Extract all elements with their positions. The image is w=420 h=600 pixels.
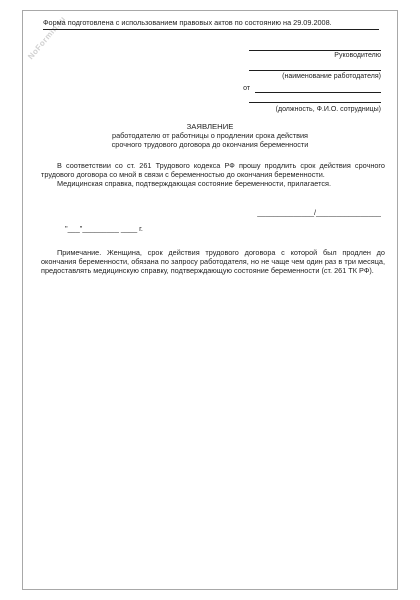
employer-name-line <box>239 62 381 71</box>
application-body <box>41 161 385 188</box>
recipient-line-1 <box>239 42 381 51</box>
date-line: "___"_________ ____ г. <box>65 224 143 233</box>
note-text: Примечание. Женщина, срок действия трудового договора с которой был продлен до окончания беременности, обязана по запросу работодателя, но не чаще чем один раз в три месяца, предоставлять медицинскую справку, подтверждающую состояние беременности (ст. 261 ТК РФ). <box>41 248 385 275</box>
employer-blank-line-2 <box>249 62 381 71</box>
recipient-position-label: Руководителю <box>334 52 381 59</box>
recipient-position <box>239 51 381 60</box>
document-title: ЗАЯВЛЕНИЕ <box>186 122 234 131</box>
from-line <box>239 84 381 93</box>
body-paragraph-2: Медицинская справка, подтверждающая состояние беременности, прилагается. <box>57 179 331 188</box>
employee-hint-label: (должность, Ф.И.О. сотрудницы) <box>275 106 381 113</box>
legal-note <box>41 248 385 275</box>
employer-hint <box>239 72 381 81</box>
watermark-logo: NoFormin.ru <box>26 14 68 62</box>
employer-blank-line-1 <box>249 42 381 51</box>
signature-line: ______________/________________ <box>257 208 381 217</box>
subtitle-line-2: срочного трудового договора до окончания беременности <box>111 140 309 149</box>
employer-hint-label: (наименование работодателя) <box>282 73 381 80</box>
employee-hint <box>239 105 381 114</box>
employee-blank-line-1 <box>255 84 381 93</box>
employee-name-line <box>239 94 381 103</box>
employee-blank-line-2 <box>249 94 381 103</box>
document-page <box>22 10 398 590</box>
form-preparation-note: Форма подготовлена с использованием правовых актов по состоянию на 29.09.2008. <box>43 18 379 30</box>
body-paragraph-1: В соответствии со ст. 261 Трудового кодекса РФ прошу продлить срок действия срочного трудового договора со мной в связи с беременностью до окончания беременности. <box>41 161 385 179</box>
document-subtitle <box>23 131 397 149</box>
from-prefix: от <box>243 85 251 92</box>
subtitle-line-1: работодателю от работницы о продлении срока действия <box>112 131 308 140</box>
